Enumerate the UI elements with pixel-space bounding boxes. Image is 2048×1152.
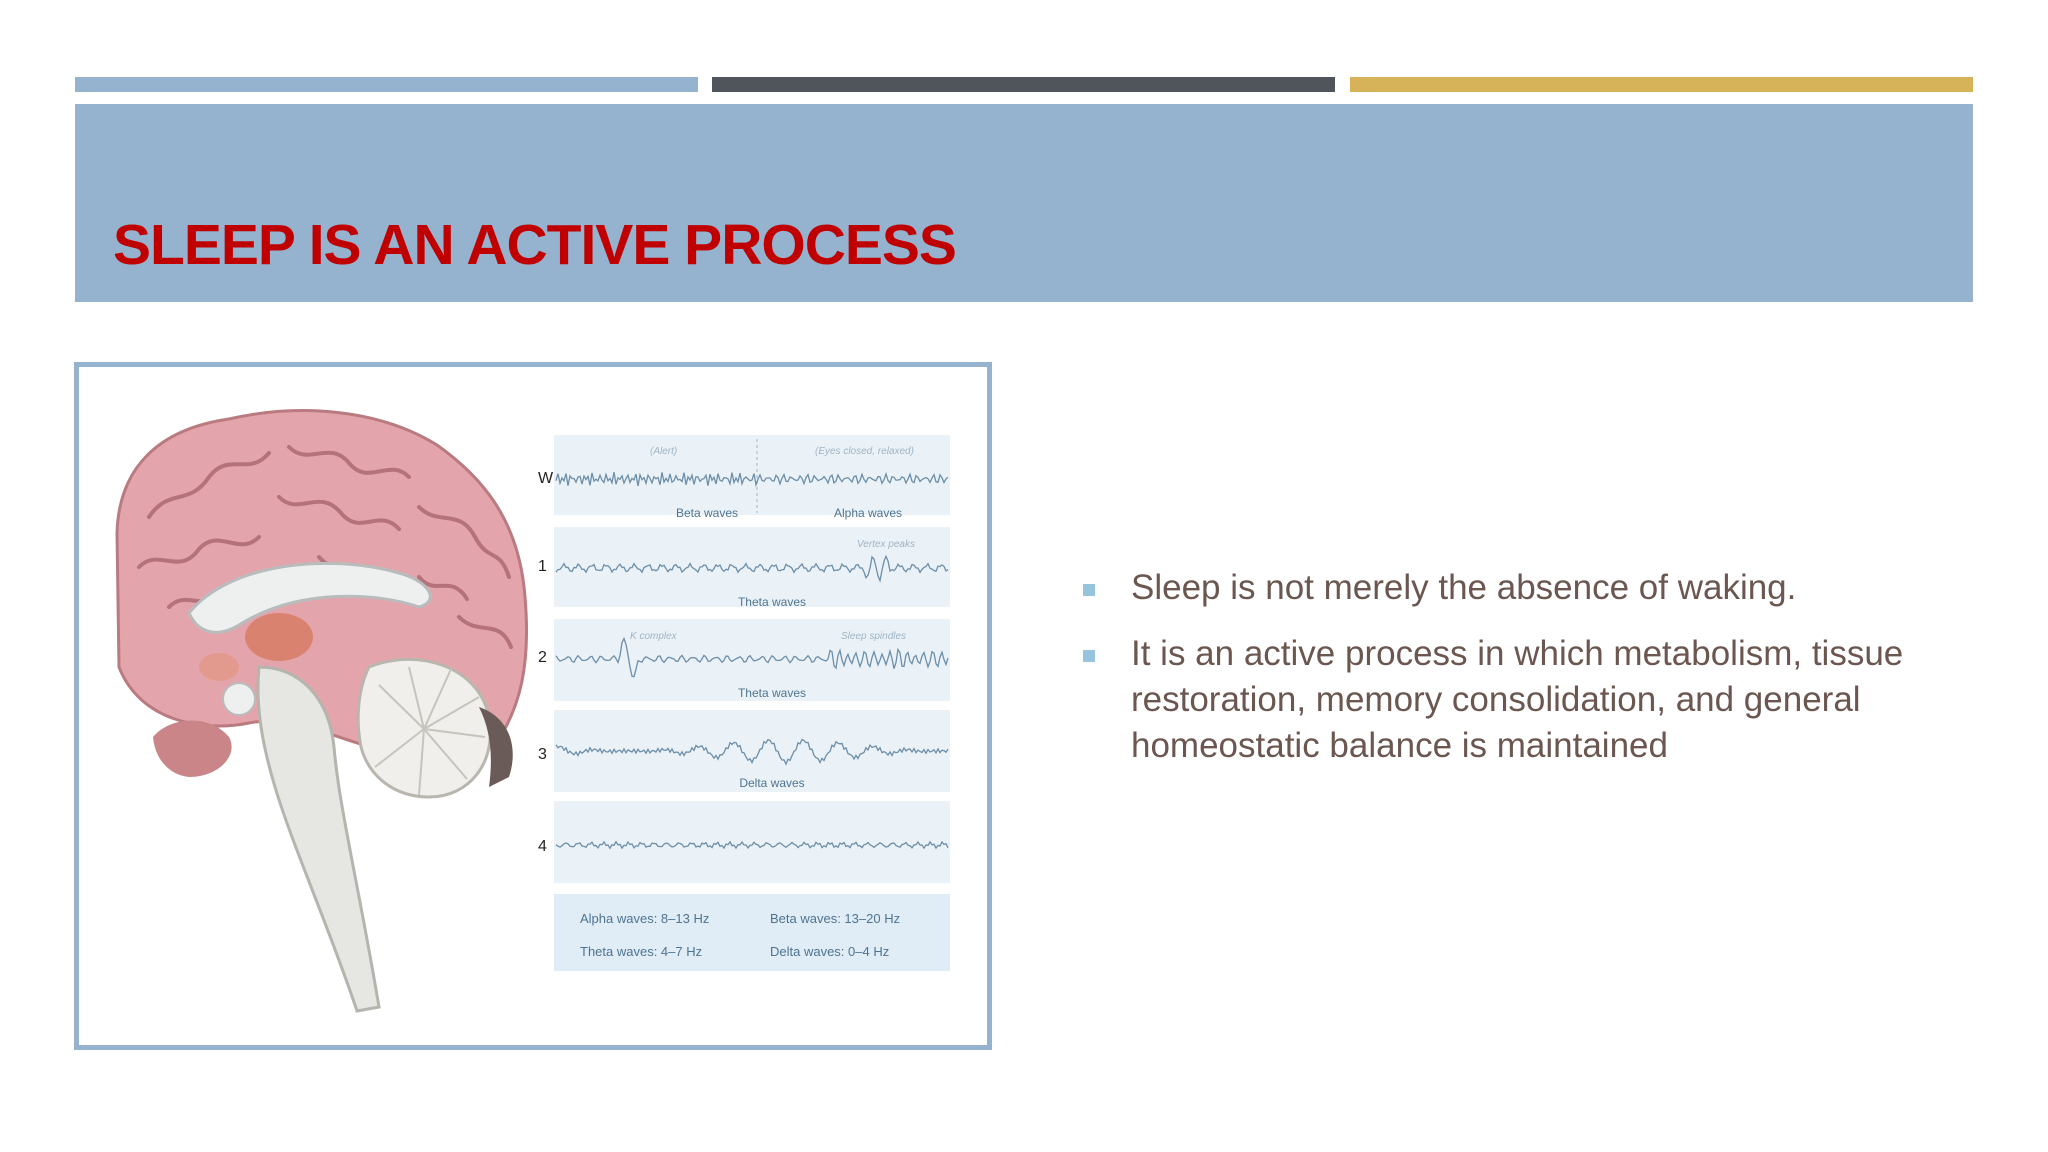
bullet-text: Sleep is not merely the absence of waking. (1131, 568, 1797, 607)
annotation-eyes-closed: (Eyes closed, relaxed) (815, 446, 914, 457)
legend-theta: Theta waves: 4–7 Hz (580, 944, 703, 959)
midbrain-base (153, 720, 232, 777)
bullet-text: It is an active process in which metabolism, tissue restoration, memory consolidation, and general homeostatic balance is maintained (1131, 634, 1904, 765)
bullet-item (1080, 565, 1980, 611)
brain-illustration (117, 411, 527, 1011)
caption-theta-1: Theta waves (737, 595, 807, 609)
legend-delta: Delta waves: 0–4 Hz (770, 944, 890, 959)
figure-canvas (79, 367, 987, 1045)
pituitary (223, 683, 255, 715)
sleep-eeg-figure (74, 362, 992, 1050)
annotation-k-complex: K complex (630, 631, 677, 642)
title-band (75, 104, 1973, 302)
annotation-vertex: Vertex peaks (857, 539, 915, 550)
slide-title: SLEEP IS AN ACTIVE PROCESS (113, 213, 956, 277)
square-bullet-icon (1083, 584, 1095, 596)
legend-beta: Beta waves: 13–20 Hz (770, 911, 901, 926)
stage-label-3: 3 (538, 746, 547, 763)
stage-label-4: 4 (538, 838, 547, 855)
bullet-list (1080, 565, 1980, 789)
stage-label-2: 2 (538, 649, 547, 666)
annotation-alert: (Alert) (650, 446, 678, 457)
stage-label-w: W (538, 470, 554, 487)
caption-alpha: Alpha waves (833, 506, 903, 520)
caption-delta: Delta waves (739, 776, 805, 790)
bullet-item (1080, 631, 1980, 769)
caption-theta-2: Theta waves (737, 686, 807, 700)
stage-label-1: 1 (538, 558, 547, 575)
accent-bar-dark (712, 77, 1335, 92)
thalamus (245, 613, 313, 661)
square-bullet-icon (1083, 650, 1095, 662)
annotation-spindles: Sleep spindles (841, 631, 907, 642)
eeg-legend-bg (554, 894, 950, 971)
accent-bar-gold (1350, 77, 1973, 92)
legend-alpha: Alpha waves: 8–13 Hz (580, 911, 710, 926)
hypothalamus (199, 653, 239, 681)
eeg-bg-4 (554, 801, 950, 883)
accent-bar-blue (75, 77, 698, 92)
caption-beta: Beta waves (675, 506, 739, 520)
eeg-panel (538, 435, 950, 971)
